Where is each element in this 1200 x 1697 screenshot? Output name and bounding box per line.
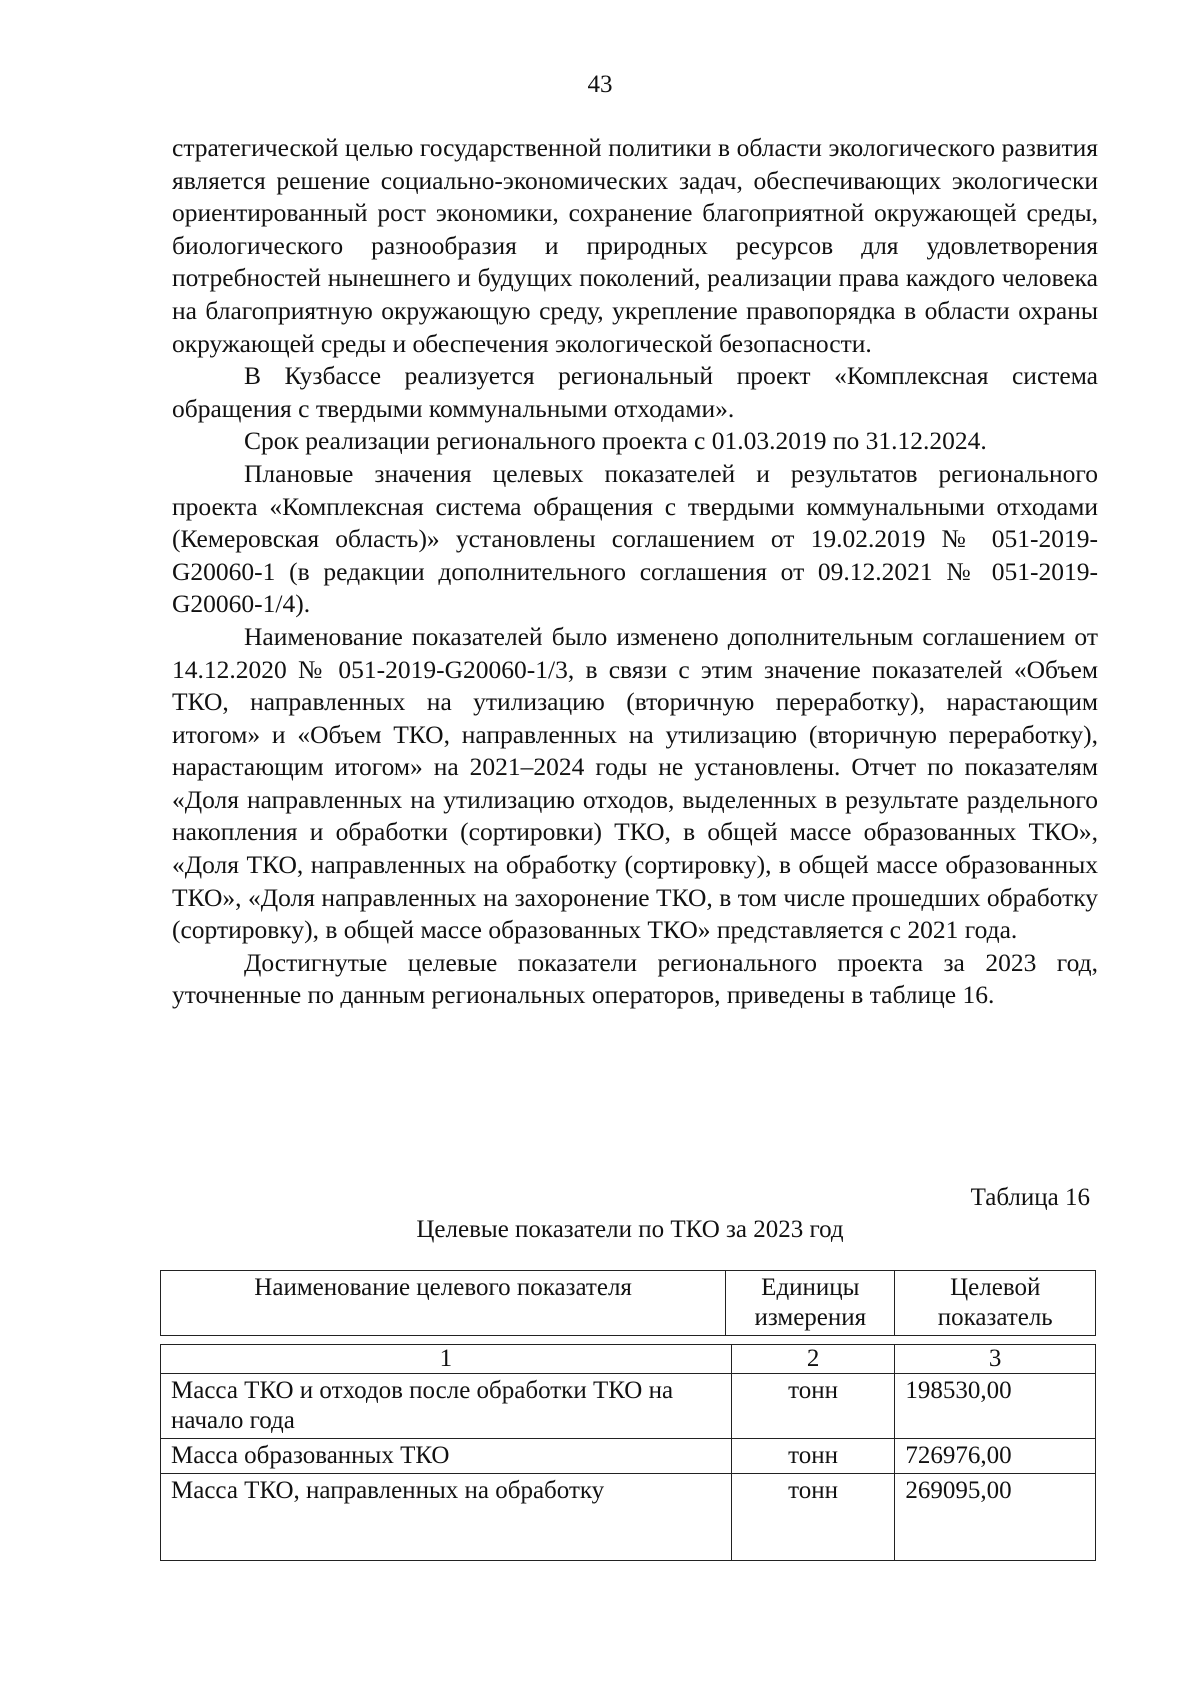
indicator-name: Масса ТКО и отходов после обработки ТКО на начало года: [161, 1374, 732, 1439]
paragraph: Срок реализации регионального проекта с 01.03.2019 по 31.12.2024.: [244, 426, 987, 456]
unit: тонн: [731, 1374, 894, 1439]
table-row: [161, 1374, 1096, 1439]
table-row: [161, 1474, 1096, 1561]
indicator-name: Масса ТКО, направленных на обработку: [161, 1474, 732, 1561]
column-header: Целевой показатель: [895, 1271, 1096, 1336]
column-header: Единицы измерения: [726, 1271, 895, 1336]
paragraph: стратегической целью государственной политики в области экологического развития является решение социально-экономических задач, обеспечивающих экологически ориентированный рост экономики, сохранение благоприятной окружающей среды, биологического разнообразия и природных ресурсов для удовлетворения потребностей нынешнего и будущих поколений, реализации права каждого человека на благоприятную окружающую среду, укрепление правопорядка в области охраны окружающей среды и обеспечения экологической безопасности.: [172, 133, 1098, 358]
unit: тонн: [731, 1439, 894, 1474]
page-number: 43: [587, 71, 613, 98]
column-number: 3: [895, 1345, 1096, 1374]
unit: тонн: [731, 1474, 894, 1561]
target-value: 269095,00: [895, 1474, 1096, 1561]
paragraph: В Кузбассе реализуется региональный проект «Комплексная система обращения с твердыми коммунальными отходами».: [172, 361, 1098, 423]
table-header: [160, 1270, 1096, 1336]
column-number: 2: [731, 1345, 894, 1374]
indicator-name: Масса образованных ТКО: [161, 1439, 732, 1474]
table-title: Целевые показатели по ТКО за 2023 год: [416, 1216, 844, 1243]
table-caption-number: Таблица 16: [970, 1184, 1090, 1211]
target-value: 726976,00: [895, 1439, 1096, 1474]
paragraph: Плановые значения целевых показателей и результатов регионального проекта «Комплексная система обращения с твердыми коммунальными отходами (Кемеровская область)» установлены соглашением от 19.02.2019 № 051-2019-G20060-1 (в редакции дополнительного соглашения от 09.12.2021 № 051-2019-G20060-1/4).: [172, 458, 1098, 619]
column-number: 1: [161, 1345, 732, 1374]
table-row: [161, 1439, 1096, 1474]
column-header: Наименование целевого показателя: [161, 1271, 726, 1336]
target-value: 198530,00: [895, 1374, 1096, 1439]
data-table: [160, 1344, 1096, 1561]
column-number-row: [161, 1345, 1096, 1374]
paragraph: Наименование показателей было изменено дополнительным соглашением от 14.12.2020 № 051-2019-G20060-1/3, в связи с этим значение показателей «Объем ТКО, направленных на утилизацию (вторичную переработку), нарастающим итогом» и «Объем ТКО, направленных на утилизацию (вторичную переработку), нарастающим итогом» на 2021–2024 годы не установлены. Отчет по показателям «Доля направленных на утилизацию отходов, выделенных в результате раздельного накопления и обработки (сортировки) ТКО, в общей массе образованных ТКО», «Доля ТКО, направленных на обработку (сортировку), в общей массе образованных ТКО», «Доля направленных на захоронение ТКО, в том числе прошедших обработку (сортировку), в общей массе образованных ТКО» представляется с 2021 года.: [172, 621, 1098, 945]
paragraph: Достигнутые целевые показатели регионального проекта за 2023 год, уточненные по данным региональных операторов, приведены в таблице 16.: [172, 947, 1098, 1010]
body-text: [172, 132, 1098, 1012]
